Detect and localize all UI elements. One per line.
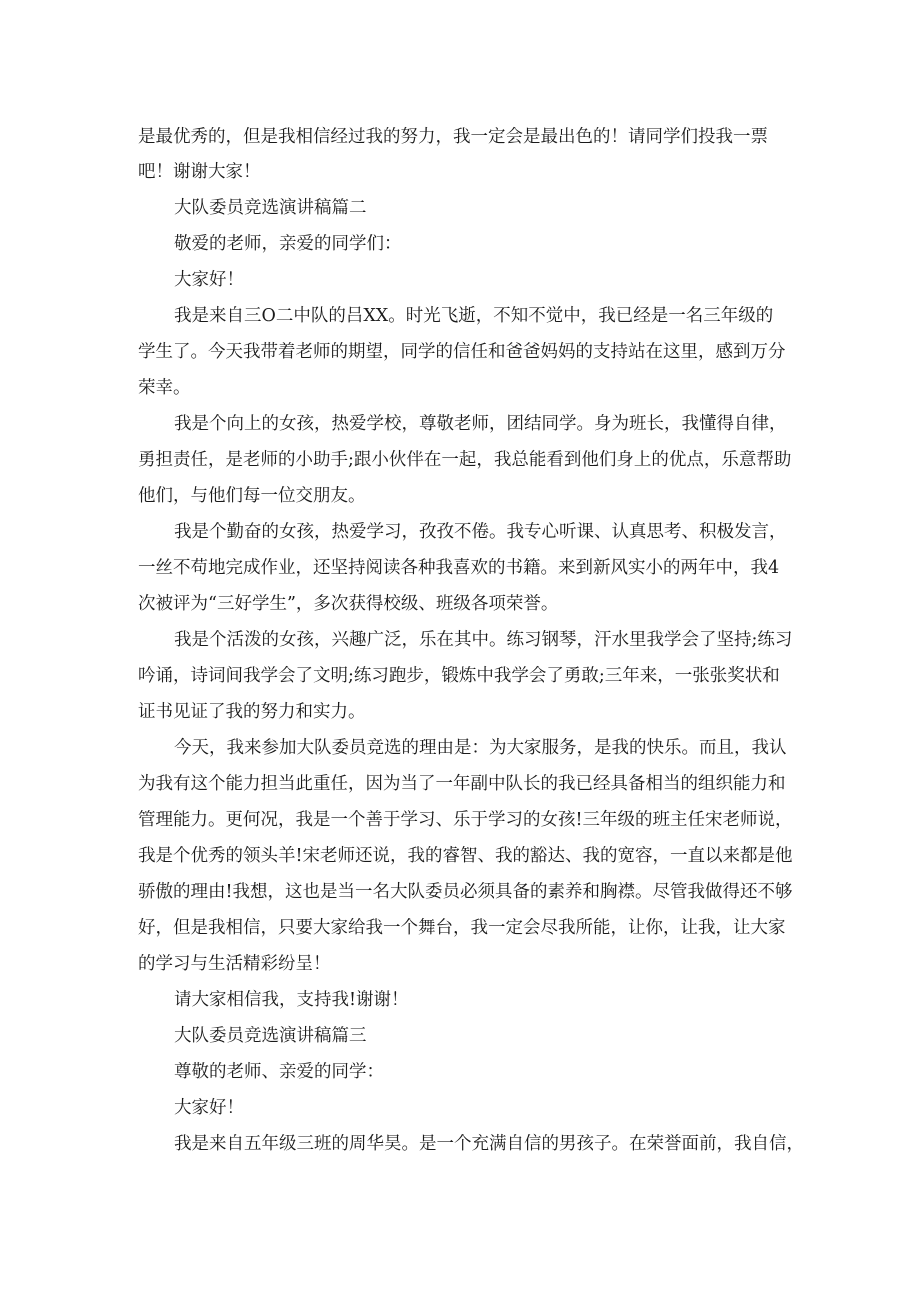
section-heading: 大队委员竞选演讲稿篇二 <box>174 198 367 218</box>
text-line: 吧！谢谢大家！ <box>138 162 261 182</box>
greeting: 大家好！ <box>174 270 244 290</box>
text-line: 我是来自三O二中队的吕XX。时光飞逝，不知不觉中，我已经是一名三年级的 <box>174 306 774 326</box>
text-line: 骄傲的理由!我想，这也是当一名大队委员必须具备的素养和胸襟。尽管我做得还不够 <box>138 882 793 902</box>
text-line: 为我有这个能力担当此重任，因为当了一年副中队长的我已经具备相当的组织能力和 <box>138 774 786 794</box>
text-line: 请大家相信我，支持我!谢谢！ <box>174 990 409 1010</box>
text-line: 他们，与他们每一位交朋友。 <box>138 486 366 506</box>
text-line: 我是个向上的女孩，热爱学校，尊敬老师，团结同学。身为班长，我懂得自律， <box>174 414 787 434</box>
text-line: 我是来自五年级三班的周华昊。是一个充满自信的男孩子。在荣誉面前，我自信， <box>174 1134 804 1154</box>
text-line: 学生了。今天我带着老师的期望，同学的信任和爸爸妈妈的支持站在这里，感到万分 <box>138 342 786 362</box>
text-line: 荣幸。 <box>138 378 191 398</box>
text-line: 我是个勤奋的女孩，热爱学习，孜孜不倦。我专心听课、认真思考、积极发言， <box>174 522 787 542</box>
salutation: 尊敬的老师、亲爱的同学： <box>174 1062 384 1082</box>
text-line: 勇担责任，是老师的小助手;跟小伙伴在一起，我总能看到他们身上的优点，乐意帮助 <box>138 450 792 470</box>
text-line: 的学习与生活精彩纷呈！ <box>138 954 331 974</box>
text-line: 我是个活泼的女孩，兴趣广泛，乐在其中。练习钢琴，汗水里我学会了坚持;练习 <box>174 630 793 650</box>
text-line: 次被评为“三好学生”，多次获得校级、班级各项荣誉。 <box>138 594 559 614</box>
text-line: 是最优秀的，但是我相信经过我的努力，我一定会是最出色的！请同学们投我一票 <box>138 127 768 147</box>
text-line: 管理能力。更何况，我是一个善于学习、乐于学习的女孩!三年级的班主任宋老师说， <box>138 810 793 830</box>
greeting: 大家好！ <box>174 1098 244 1118</box>
text-line: 我是个优秀的领头羊!宋老师还说，我的睿智、我的豁达、我的宽容，一直以来都是他 <box>138 846 793 866</box>
text-line: 一丝不苟地完成作业，还坚持阅读各种我喜欢的书籍。来到新风实小的两年中，我4 <box>138 558 780 578</box>
text-line: 证书见证了我的努力和实力。 <box>138 702 366 722</box>
salutation: 敬爱的老师，亲爱的同学们： <box>174 234 402 254</box>
text-line: 好，但是我相信，只要大家给我一个舞台，我一定会尽我所能，让你，让我，让大家 <box>138 918 786 938</box>
text-line: 今天，我来参加大队委员竞选的理由是：为大家服务，是我的快乐。而且，我认 <box>174 738 787 758</box>
text-line: 吟诵，诗词间我学会了文明;练习跑步，锻炼中我学会了勇敢;三年来，一张张奖状和 <box>138 666 780 686</box>
section-heading: 大队委员竞选演讲稿篇三 <box>174 1026 367 1046</box>
